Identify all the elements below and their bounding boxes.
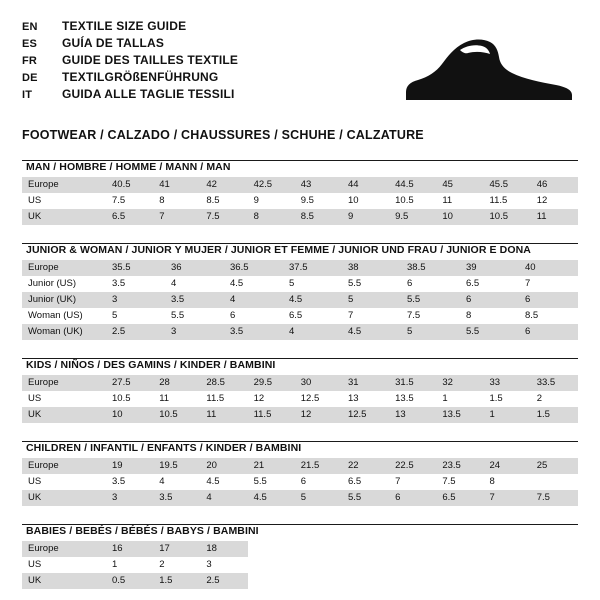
cell-empty <box>389 541 436 557</box>
cell: 3.5 <box>106 276 165 292</box>
cell: 11.5 <box>248 407 295 423</box>
table-row <box>22 407 578 423</box>
cell: 36 <box>165 260 224 276</box>
size-table <box>22 375 578 423</box>
language-title: GUIDE DES TAILLES TEXTILE <box>62 53 239 67</box>
size-table <box>22 260 578 340</box>
table-row <box>22 490 578 506</box>
cell: 6 <box>519 324 578 340</box>
cell: 1.5 <box>153 573 200 589</box>
language-title: TEXTILE SIZE GUIDE <box>62 19 187 33</box>
cell: 1.5 <box>531 407 578 423</box>
cell: 7.5 <box>401 308 460 324</box>
cell: 11 <box>531 209 578 225</box>
cell-empty <box>342 557 389 573</box>
cell: 5.5 <box>342 276 401 292</box>
cell: 0.5 <box>106 573 153 589</box>
cell-empty <box>484 541 531 557</box>
row-label: Europe <box>22 458 106 474</box>
cell: 7 <box>342 308 401 324</box>
row-label: Woman (US) <box>22 308 106 324</box>
cell: 4.5 <box>283 292 342 308</box>
cell: 17 <box>153 541 200 557</box>
cell: 9.5 <box>295 193 342 209</box>
cell: 5.5 <box>401 292 460 308</box>
cell: 7 <box>484 490 531 506</box>
cell: 16 <box>106 541 153 557</box>
cell: 8 <box>484 474 531 490</box>
row-label: US <box>22 391 106 407</box>
cell: 2.5 <box>106 324 165 340</box>
table-row <box>22 276 578 292</box>
cell: 6 <box>460 292 519 308</box>
cell: 13 <box>342 391 389 407</box>
cell: 10 <box>436 209 483 225</box>
cell: 43 <box>295 177 342 193</box>
cell: 2 <box>531 391 578 407</box>
cell: 37.5 <box>283 260 342 276</box>
row-label: UK <box>22 209 106 225</box>
language-title: GUÍA DE TALLAS <box>62 36 165 50</box>
dress-shoe-icon <box>398 30 578 110</box>
cell: 5.5 <box>248 474 295 490</box>
cell: 35.5 <box>106 260 165 276</box>
cell: 2 <box>153 557 200 573</box>
cell-empty <box>342 573 389 589</box>
cell: 10.5 <box>484 209 531 225</box>
cell: 8.5 <box>519 308 578 324</box>
cell: 10.5 <box>389 193 436 209</box>
cell: 3 <box>165 324 224 340</box>
language-code: DE <box>22 72 38 84</box>
cell: 8 <box>248 209 295 225</box>
cell: 8.5 <box>295 209 342 225</box>
cell: 4 <box>200 490 247 506</box>
cell: 7.5 <box>200 209 247 225</box>
cell: 45.5 <box>484 177 531 193</box>
cell: 8 <box>153 193 200 209</box>
cell: 44 <box>342 177 389 193</box>
cell: 6 <box>389 490 436 506</box>
cell: 4 <box>283 324 342 340</box>
row-label: US <box>22 557 106 573</box>
cell: 2.5 <box>200 573 247 589</box>
cell: 3 <box>106 490 153 506</box>
cell: 8 <box>460 308 519 324</box>
cell: 36.5 <box>224 260 283 276</box>
cell: 4 <box>224 292 283 308</box>
cell: 19.5 <box>153 458 200 474</box>
cell: 11.5 <box>484 193 531 209</box>
cell: 42.5 <box>248 177 295 193</box>
language-title: GUIDA ALLE TAGLIE TESSILI <box>62 87 235 101</box>
cell: 3 <box>200 557 247 573</box>
cell: 6.5 <box>283 308 342 324</box>
cell: 29.5 <box>248 375 295 391</box>
cell: 7 <box>519 276 578 292</box>
cell: 13.5 <box>389 391 436 407</box>
cell: 46 <box>531 177 578 193</box>
cell: 39 <box>460 260 519 276</box>
cell: 5 <box>106 308 165 324</box>
cell: 23.5 <box>436 458 483 474</box>
size-block-junior-woman <box>22 243 578 340</box>
row-label: Junior (US) <box>22 276 106 292</box>
row-label: Woman (UK) <box>22 324 106 340</box>
row-label: UK <box>22 407 106 423</box>
cell: 6.5 <box>342 474 389 490</box>
cell: 24 <box>484 458 531 474</box>
block-title: JUNIOR & WOMAN / JUNIOR Y MUJER / JUNIOR ET FEMME / JUNIOR UND FRAU / JUNIOR E DONA <box>26 244 531 256</box>
cell: 4 <box>165 276 224 292</box>
cell-empty <box>531 541 578 557</box>
cell: 12.5 <box>342 407 389 423</box>
language-code: FR <box>22 55 38 67</box>
cell-empty <box>436 541 483 557</box>
table-row <box>22 308 578 324</box>
cell: 3.5 <box>224 324 283 340</box>
cell: 5.5 <box>165 308 224 324</box>
header <box>22 18 578 114</box>
table-row <box>22 324 578 340</box>
cell: 21 <box>248 458 295 474</box>
size-block-kids <box>22 358 578 423</box>
cell: 40 <box>519 260 578 276</box>
cell-empty <box>531 573 578 589</box>
cell: 6 <box>295 474 342 490</box>
cell: 6 <box>401 276 460 292</box>
block-title: KIDS / NIÑOS / DES GAMINS / KINDER / BAMBINI <box>26 359 276 371</box>
cell-empty <box>248 573 295 589</box>
cell: 10.5 <box>106 391 153 407</box>
cell: 11 <box>153 391 200 407</box>
cell: 1 <box>106 557 153 573</box>
cell: 40.5 <box>106 177 153 193</box>
size-table <box>22 458 578 506</box>
table-row <box>22 375 578 391</box>
cell: 22 <box>342 458 389 474</box>
row-label: UK <box>22 573 106 589</box>
cell: 13.5 <box>436 407 483 423</box>
cell-empty <box>248 541 295 557</box>
language-code: IT <box>22 89 33 101</box>
cell: 9 <box>248 193 295 209</box>
cell: 4.5 <box>342 324 401 340</box>
cell: 7 <box>389 474 436 490</box>
language-title: TEXTILGRÖßENFÜHRUNG <box>62 70 219 84</box>
cell: 7.5 <box>106 193 153 209</box>
language-code: EN <box>22 21 38 33</box>
cell: 3.5 <box>106 474 153 490</box>
row-label: Europe <box>22 541 106 557</box>
cell: 5.5 <box>460 324 519 340</box>
cell: 6 <box>224 308 283 324</box>
table-row <box>22 541 578 557</box>
cell-empty <box>484 557 531 573</box>
cell: 33.5 <box>531 375 578 391</box>
row-label: US <box>22 193 106 209</box>
cell-empty <box>295 573 342 589</box>
cell: 5.5 <box>342 490 389 506</box>
cell: 4.5 <box>248 490 295 506</box>
table-row <box>22 292 578 308</box>
cell: 11 <box>436 193 483 209</box>
table-row <box>22 474 578 490</box>
cell: 5 <box>283 276 342 292</box>
cell: 45 <box>436 177 483 193</box>
cell: 4 <box>153 474 200 490</box>
cell: 27.5 <box>106 375 153 391</box>
cell: 7.5 <box>436 474 483 490</box>
size-block-babies <box>22 524 578 589</box>
row-label: US <box>22 474 106 490</box>
cell: 28 <box>153 375 200 391</box>
cell-empty <box>436 573 483 589</box>
cell: 11 <box>200 407 247 423</box>
cell: 22.5 <box>389 458 436 474</box>
cell-empty <box>531 557 578 573</box>
cell: 12 <box>248 391 295 407</box>
size-block-children <box>22 441 578 506</box>
cell-empty <box>484 573 531 589</box>
cell: 32 <box>436 375 483 391</box>
cell: 20 <box>200 458 247 474</box>
cell: 18 <box>200 541 247 557</box>
cell: 10.5 <box>153 407 200 423</box>
cell-empty <box>342 541 389 557</box>
size-table <box>22 541 578 589</box>
cell: 31.5 <box>389 375 436 391</box>
cell: 30 <box>295 375 342 391</box>
size-block-man <box>22 160 578 225</box>
cell-empty <box>295 541 342 557</box>
cell: 3 <box>106 292 165 308</box>
cell: 12 <box>295 407 342 423</box>
cell: 19 <box>106 458 153 474</box>
size-table <box>22 177 578 225</box>
cell-empty <box>389 573 436 589</box>
cell: 5 <box>342 292 401 308</box>
cell: 9.5 <box>389 209 436 225</box>
cell: 44.5 <box>389 177 436 193</box>
row-label: UK <box>22 490 106 506</box>
cell: 6 <box>519 292 578 308</box>
cell: 28.5 <box>200 375 247 391</box>
cell: 5 <box>401 324 460 340</box>
table-row <box>22 557 578 573</box>
cell: 6.5 <box>106 209 153 225</box>
cell: 1.5 <box>484 391 531 407</box>
block-title: CHILDREN / INFANTIL / ENFANTS / KINDER / BAMBINI <box>26 442 302 454</box>
cell: 6.5 <box>436 490 483 506</box>
cell: 38.5 <box>401 260 460 276</box>
cell: 25 <box>531 458 578 474</box>
cell: 3.5 <box>165 292 224 308</box>
cell: 10 <box>106 407 153 423</box>
table-row <box>22 573 578 589</box>
cell-empty <box>436 557 483 573</box>
cell: 4.5 <box>224 276 283 292</box>
block-title: BABIES / BEBÉS / BÉBÉS / BABYS / BAMBINI <box>26 525 259 537</box>
cell: 33 <box>484 375 531 391</box>
cell: 10 <box>342 193 389 209</box>
cell: 5 <box>295 490 342 506</box>
cell: 7.5 <box>531 490 578 506</box>
section-title: FOOTWEAR / CALZADO / CHAUSSURES / SCHUHE / CALZATURE <box>22 128 424 142</box>
row-label: Europe <box>22 260 106 276</box>
cell: 7 <box>153 209 200 225</box>
table-row <box>22 458 578 474</box>
cell: 12 <box>531 193 578 209</box>
cell-empty <box>295 557 342 573</box>
row-label: Europe <box>22 375 106 391</box>
cell: 21.5 <box>295 458 342 474</box>
row-label: Junior (UK) <box>22 292 106 308</box>
cell: 41 <box>153 177 200 193</box>
table-row <box>22 260 578 276</box>
cell-empty <box>389 557 436 573</box>
cell: 6.5 <box>460 276 519 292</box>
cell: 11.5 <box>200 391 247 407</box>
table-row <box>22 177 578 193</box>
cell: 38 <box>342 260 401 276</box>
cell: 13 <box>389 407 436 423</box>
cell: 8.5 <box>200 193 247 209</box>
table-row <box>22 391 578 407</box>
cell-empty <box>248 557 295 573</box>
language-code: ES <box>22 38 38 50</box>
cell: 1 <box>484 407 531 423</box>
cell <box>531 474 578 490</box>
cell: 31 <box>342 375 389 391</box>
cell: 12.5 <box>295 391 342 407</box>
cell: 3.5 <box>153 490 200 506</box>
cell: 42 <box>200 177 247 193</box>
cell: 9 <box>342 209 389 225</box>
table-row <box>22 209 578 225</box>
row-label: Europe <box>22 177 106 193</box>
block-title: MAN / HOMBRE / HOMME / MANN / MAN <box>26 161 231 173</box>
cell: 1 <box>436 391 483 407</box>
table-row <box>22 193 578 209</box>
cell: 4.5 <box>200 474 247 490</box>
